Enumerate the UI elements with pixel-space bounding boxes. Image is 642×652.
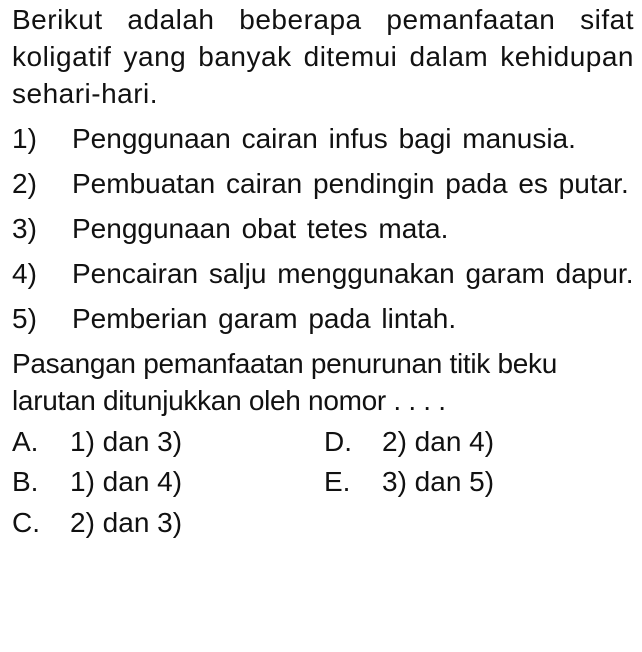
list-item-text: Penggunaan obat tetes mata. bbox=[72, 212, 449, 244]
option-letter: A. bbox=[12, 425, 39, 457]
option-letter: E. bbox=[324, 466, 351, 498]
list-item-text: Pemberian garam pada lintah. bbox=[72, 302, 457, 334]
question-document bbox=[12, 2, 634, 542]
list-item bbox=[12, 121, 634, 158]
option-text: 2) dan 4) bbox=[382, 425, 495, 457]
option-a[interactable] bbox=[12, 424, 324, 461]
list-item bbox=[12, 256, 634, 293]
option-letter: C. bbox=[12, 507, 40, 539]
list-item-number: 2) bbox=[12, 167, 37, 199]
option-text: 3) dan 5) bbox=[382, 466, 495, 498]
statement-list bbox=[12, 121, 634, 338]
option-c[interactable] bbox=[12, 505, 324, 542]
option-letter: D. bbox=[324, 425, 352, 457]
list-item-number: 4) bbox=[12, 257, 37, 289]
list-item bbox=[12, 166, 634, 203]
option-text: 2) dan 3) bbox=[70, 507, 183, 539]
option-letter: B. bbox=[12, 466, 39, 498]
list-item-text: Penggunaan cairan infus bagi manusia. bbox=[72, 122, 576, 154]
option-d[interactable] bbox=[324, 424, 624, 461]
list-item-text: Pencairan salju menggunakan garam dapur. bbox=[72, 257, 634, 289]
list-item bbox=[12, 301, 634, 338]
list-item-number: 3) bbox=[12, 212, 37, 244]
option-e[interactable] bbox=[324, 464, 624, 501]
list-item-number: 5) bbox=[12, 302, 37, 334]
question-prompt: Pasangan pemanfaatan penurunan titik beku larutan ditunjukkan oleh nomor . . . . bbox=[12, 347, 558, 416]
list-item-number: 1) bbox=[12, 122, 37, 154]
list-item-text: Pembuatan cairan pendingin pada es putar. bbox=[72, 167, 629, 199]
option-text: 1) dan 4) bbox=[70, 466, 183, 498]
option-b[interactable] bbox=[12, 464, 324, 501]
option-text: 1) dan 3) bbox=[70, 425, 183, 457]
intro-paragraph: Berikut adalah beberapa pemanfaatan sifat koligatif yang banyak ditemui dalam kehidupan sehari-hari. bbox=[12, 4, 634, 109]
list-item bbox=[12, 211, 634, 248]
answer-options bbox=[12, 424, 634, 543]
